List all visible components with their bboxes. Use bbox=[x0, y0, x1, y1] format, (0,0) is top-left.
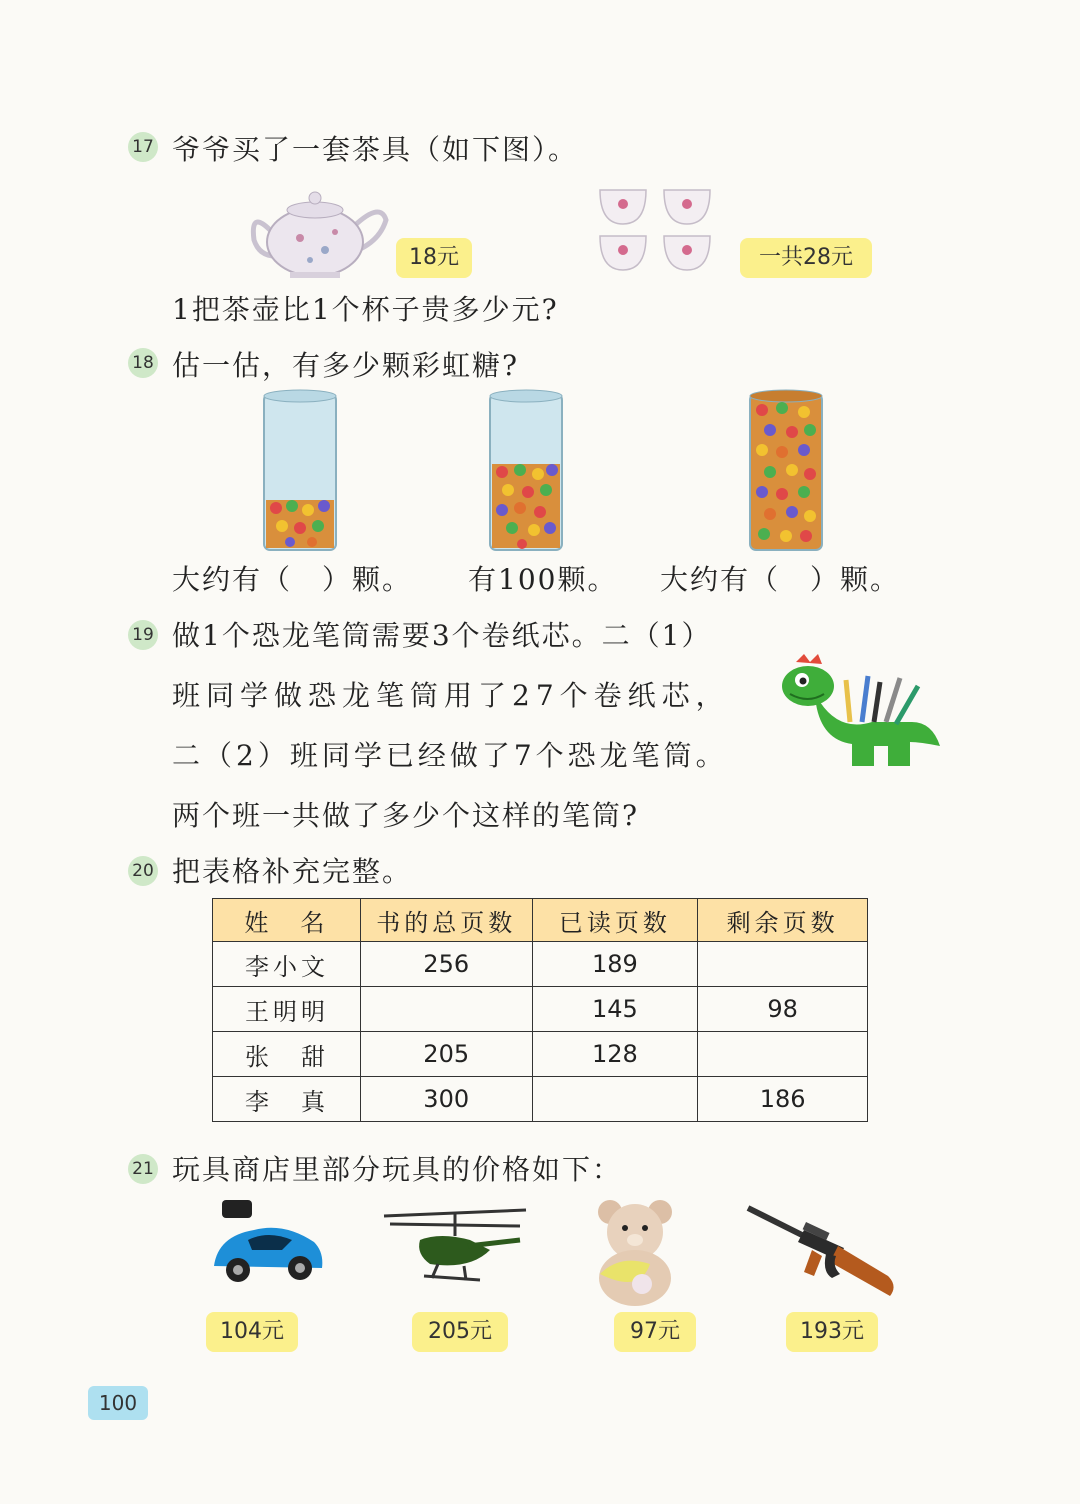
q19-line-4: 两个班一共做了多少个这样的笔筒? bbox=[172, 799, 640, 832]
helicopter-price-tag: 205元 bbox=[412, 1312, 508, 1352]
row-left bbox=[698, 942, 868, 987]
teapot-price-tag: 18元 bbox=[396, 238, 472, 278]
q19-line-3: 二（2）班同学已经做了7个恐龙笔筒。 bbox=[172, 739, 728, 772]
table-header-row bbox=[213, 899, 868, 942]
header-name: 姓 名 bbox=[213, 899, 361, 942]
question-number-17: 17 bbox=[128, 132, 158, 162]
row-read bbox=[532, 1077, 698, 1122]
header-read-pages: 已读页数 bbox=[532, 899, 698, 942]
row-total: 205 bbox=[360, 1032, 532, 1077]
candy-jar-3 bbox=[748, 388, 824, 554]
table-row bbox=[213, 942, 868, 987]
row-total bbox=[360, 987, 532, 1032]
page-number: 100 bbox=[88, 1386, 148, 1420]
header-remaining-pages: 剩余页数 bbox=[698, 899, 868, 942]
toy-rifle-image bbox=[742, 1196, 904, 1308]
toy-car-image bbox=[208, 1196, 328, 1292]
row-total: 256 bbox=[360, 942, 532, 987]
row-read: 128 bbox=[532, 1032, 698, 1077]
car-price-tag: 104元 bbox=[206, 1312, 298, 1352]
row-left: 98 bbox=[698, 987, 868, 1032]
question-number-21: 21 bbox=[128, 1154, 158, 1184]
question-number-18: 18 bbox=[128, 348, 158, 378]
question-number-19: 19 bbox=[128, 620, 158, 650]
q19-line-1: 做1个恐龙笔筒需要3个卷纸芯。二（1） bbox=[172, 619, 712, 652]
q20-text: 把表格补充完整。 bbox=[172, 855, 413, 888]
row-total: 300 bbox=[360, 1077, 532, 1122]
q17-question: 1把茶壶比1个杯子贵多少元? bbox=[172, 293, 559, 326]
row-left bbox=[698, 1032, 868, 1077]
rifle-price-tag: 193元 bbox=[786, 1312, 878, 1352]
cups-price-tag: 一共28元 bbox=[740, 238, 872, 278]
teapot-image bbox=[240, 180, 390, 280]
candy-jar-1 bbox=[262, 388, 338, 554]
question-number-20: 20 bbox=[128, 856, 158, 886]
table-row bbox=[213, 1077, 868, 1122]
row-read: 189 bbox=[532, 942, 698, 987]
table-row bbox=[213, 1032, 868, 1077]
q19-line-2: 班同学做恐龙笔筒用了27个卷纸芯， bbox=[172, 679, 730, 712]
q17-text: 爷爷买了一套茶具（如下图）。 bbox=[172, 133, 579, 166]
q21-text: 玩具商店里部分玩具的价格如下： bbox=[172, 1153, 623, 1186]
row-left: 186 bbox=[698, 1077, 868, 1122]
toy-teddy-bear-image bbox=[580, 1194, 690, 1310]
row-name: 王明明 bbox=[213, 987, 361, 1032]
header-total-pages: 书的总页数 bbox=[360, 899, 532, 942]
row-name: 李小文 bbox=[213, 942, 361, 987]
row-read: 145 bbox=[532, 987, 698, 1032]
jar-2-label: 有100颗。 bbox=[468, 563, 618, 596]
teacups-image bbox=[594, 182, 724, 278]
jar-1-label: 大约有（ ）颗。 bbox=[172, 563, 413, 596]
candy-jar-2 bbox=[488, 388, 564, 554]
table-row bbox=[213, 987, 868, 1032]
toy-helicopter-image bbox=[380, 1196, 530, 1292]
teddy-bear-price-tag: 97元 bbox=[614, 1312, 696, 1352]
dinosaur-pen-holder-image bbox=[776, 652, 942, 772]
jar-3-label: 大约有（ ）颗。 bbox=[660, 563, 901, 596]
book-pages-table bbox=[212, 898, 868, 1122]
q18-text: 估一估，有多少颗彩虹糖? bbox=[172, 349, 520, 382]
row-name: 李 真 bbox=[213, 1077, 361, 1122]
row-name: 张 甜 bbox=[213, 1032, 361, 1077]
